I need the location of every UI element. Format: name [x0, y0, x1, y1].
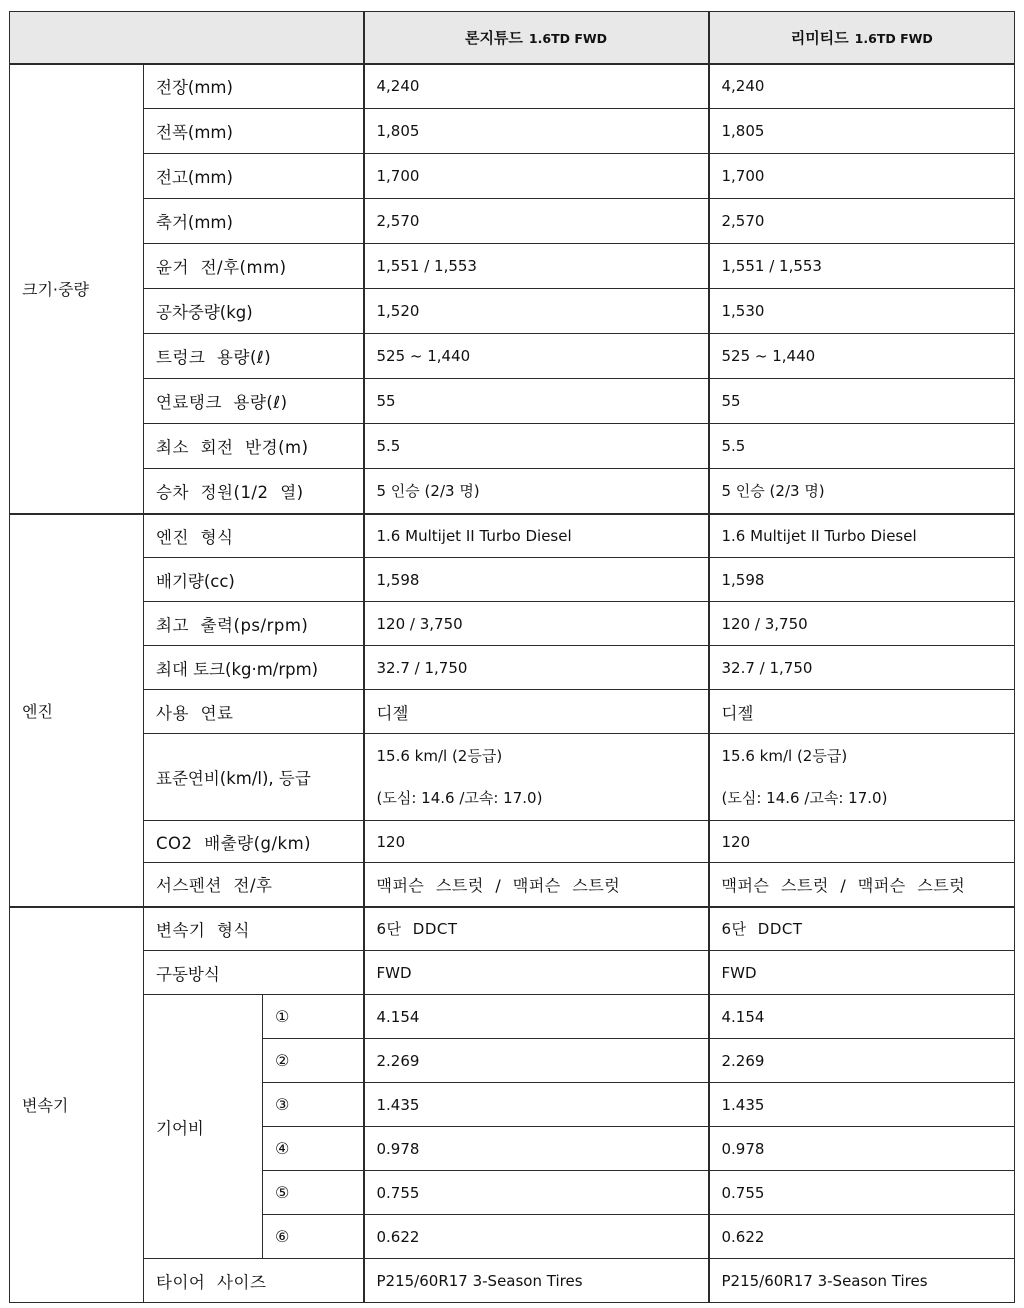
table-row [10, 863, 1015, 907]
spec-value-limited: 1,530 [709, 289, 1015, 334]
spec-value-limited: 4.154 [709, 995, 1015, 1039]
table-row [10, 289, 1015, 334]
table-row [10, 951, 1015, 995]
spec-value-longitude: 4.154 [364, 995, 709, 1039]
table-row [10, 109, 1015, 154]
spec-label: 전폭(mm) [144, 109, 364, 154]
spec-label: 연료탱크 용량(ℓ) [144, 379, 364, 424]
spec-value-limited: 32.7 / 1,750 [709, 646, 1015, 690]
spec-value-limited: 120 [709, 821, 1015, 863]
spec-value-longitude: 525 ~ 1,440 [364, 334, 709, 379]
spec-value-longitude: 5.5 [364, 424, 709, 469]
category-size: 크기·중량 [10, 64, 144, 514]
table-row [10, 602, 1015, 646]
spec-value-limited: 1,700 [709, 154, 1015, 199]
table-row [10, 734, 1015, 821]
table-row [10, 379, 1015, 424]
table-row [10, 690, 1015, 734]
spec-value-limited: 6단 DDCT [709, 907, 1015, 951]
spec-value-longitude: P215/60R17 3-Season Tires [364, 1259, 709, 1303]
spec-value-longitude: 120 / 3,750 [364, 602, 709, 646]
spec-value-longitude: 2.269 [364, 1039, 709, 1083]
spec-value-limited: 1,598 [709, 558, 1015, 602]
table-row [10, 1259, 1015, 1303]
spec-label: 전장(mm) [144, 64, 364, 109]
spec-value-longitude: FWD [364, 951, 709, 995]
gear-number: ④ [263, 1127, 364, 1171]
spec-value-longitude: 맥퍼슨 스트럿 / 맥퍼슨 스트럿 [364, 863, 709, 907]
spec-value-longitude: 1.435 [364, 1083, 709, 1127]
spec-value-longitude: 4,240 [364, 64, 709, 109]
table-row [10, 558, 1015, 602]
spec-value-limited: 디젤 [709, 690, 1015, 734]
table-row [10, 244, 1015, 289]
spec-value-limited: 0.978 [709, 1127, 1015, 1171]
spec-table [9, 11, 1015, 1303]
spec-value-longitude: 6단 DDCT [364, 907, 709, 951]
table-row [10, 469, 1015, 514]
spec-value-longitude: 15.6 km/l (2등급) (도심: 14.6 /고속: 17.0) [364, 734, 709, 821]
spec-value-longitude: 0.755 [364, 1171, 709, 1215]
spec-label: 트렁크 용량(ℓ) [144, 334, 364, 379]
table-row [10, 64, 1015, 109]
spec-label: 최고 출력(ps/rpm) [144, 602, 364, 646]
spec-label: 전고(mm) [144, 154, 364, 199]
table-row [10, 821, 1015, 863]
header-limited: 리미티드 1.6TD FWD [709, 12, 1015, 64]
spec-value-longitude: 2,570 [364, 199, 709, 244]
spec-value-limited: 1.6 Multijet II Turbo Diesel [709, 514, 1015, 558]
spec-value-limited: 15.6 km/l (2등급) (도심: 14.6 /고속: 17.0) [709, 734, 1015, 821]
table-row [10, 334, 1015, 379]
spec-value-limited: 55 [709, 379, 1015, 424]
gear-ratio-label: 기어비 [144, 995, 263, 1259]
header-longitude: 론지튜드 1.6TD FWD [364, 12, 709, 64]
spec-label: 배기량(cc) [144, 558, 364, 602]
spec-value-limited: FWD [709, 951, 1015, 995]
spec-value-longitude: 1,805 [364, 109, 709, 154]
spec-label: 사용 연료 [144, 690, 364, 734]
spec-label: 윤거 전/후(mm) [144, 244, 364, 289]
table-row [10, 424, 1015, 469]
spec-label: 엔진 형식 [144, 514, 364, 558]
spec-value-limited: 1.435 [709, 1083, 1015, 1127]
gear-number: ① [263, 995, 364, 1039]
spec-label: 공차중량(kg) [144, 289, 364, 334]
spec-value-limited: 120 / 3,750 [709, 602, 1015, 646]
spec-value-limited: 0.622 [709, 1215, 1015, 1259]
spec-value-limited: 1,551 / 1,553 [709, 244, 1015, 289]
table-row [10, 907, 1015, 951]
spec-value-longitude: 1,700 [364, 154, 709, 199]
spec-value-limited: 1,805 [709, 109, 1015, 154]
spec-value-longitude: 120 [364, 821, 709, 863]
table-row [10, 995, 1015, 1039]
category-transmission: 변속기 [10, 907, 144, 1303]
header-row [10, 12, 1015, 64]
spec-label: 축거(mm) [144, 199, 364, 244]
gear-number: ⑤ [263, 1171, 364, 1215]
table-row [10, 199, 1015, 244]
spec-value-longitude: 1,598 [364, 558, 709, 602]
spec-value-limited: 525 ~ 1,440 [709, 334, 1015, 379]
gear-number: ⑥ [263, 1215, 364, 1259]
spec-value-longitude: 디젤 [364, 690, 709, 734]
header-blank-cell [10, 12, 364, 64]
spec-value-limited: 5.5 [709, 424, 1015, 469]
category-engine: 엔진 [10, 514, 144, 907]
spec-label: CO2 배출량(g/km) [144, 821, 364, 863]
spec-value-longitude: 1,520 [364, 289, 709, 334]
spec-value-limited: P215/60R17 3-Season Tires [709, 1259, 1015, 1303]
spec-value-limited: 4,240 [709, 64, 1015, 109]
table-row [10, 154, 1015, 199]
spec-label: 승차 정원(1/2 열) [144, 469, 364, 514]
spec-value-longitude: 0.622 [364, 1215, 709, 1259]
table-row [10, 514, 1015, 558]
spec-value-limited: 2,570 [709, 199, 1015, 244]
spec-value-longitude: 0.978 [364, 1127, 709, 1171]
gear-number: ③ [263, 1083, 364, 1127]
spec-value-longitude: 5 인승 (2/3 명) [364, 469, 709, 514]
spec-label: 변속기 형식 [144, 907, 364, 951]
spec-label: 타이어 사이즈 [144, 1259, 364, 1303]
spec-label: 표준연비(km/l), 등급 [144, 734, 364, 821]
gear-number: ② [263, 1039, 364, 1083]
spec-value-limited: 2.269 [709, 1039, 1015, 1083]
spec-value-limited: 맥퍼슨 스트럿 / 맥퍼슨 스트럿 [709, 863, 1015, 907]
spec-value-limited: 5 인승 (2/3 명) [709, 469, 1015, 514]
table-row [10, 646, 1015, 690]
spec-label: 구동방식 [144, 951, 364, 995]
spec-value-longitude: 1,551 / 1,553 [364, 244, 709, 289]
spec-value-limited: 0.755 [709, 1171, 1015, 1215]
spec-label: 서스펜션 전/후 [144, 863, 364, 907]
spec-value-longitude: 1.6 Multijet II Turbo Diesel [364, 514, 709, 558]
spec-label: 최대 토크(kg·m/rpm) [144, 646, 364, 690]
spec-value-longitude: 55 [364, 379, 709, 424]
spec-label: 최소 회전 반경(m) [144, 424, 364, 469]
spec-value-longitude: 32.7 / 1,750 [364, 646, 709, 690]
